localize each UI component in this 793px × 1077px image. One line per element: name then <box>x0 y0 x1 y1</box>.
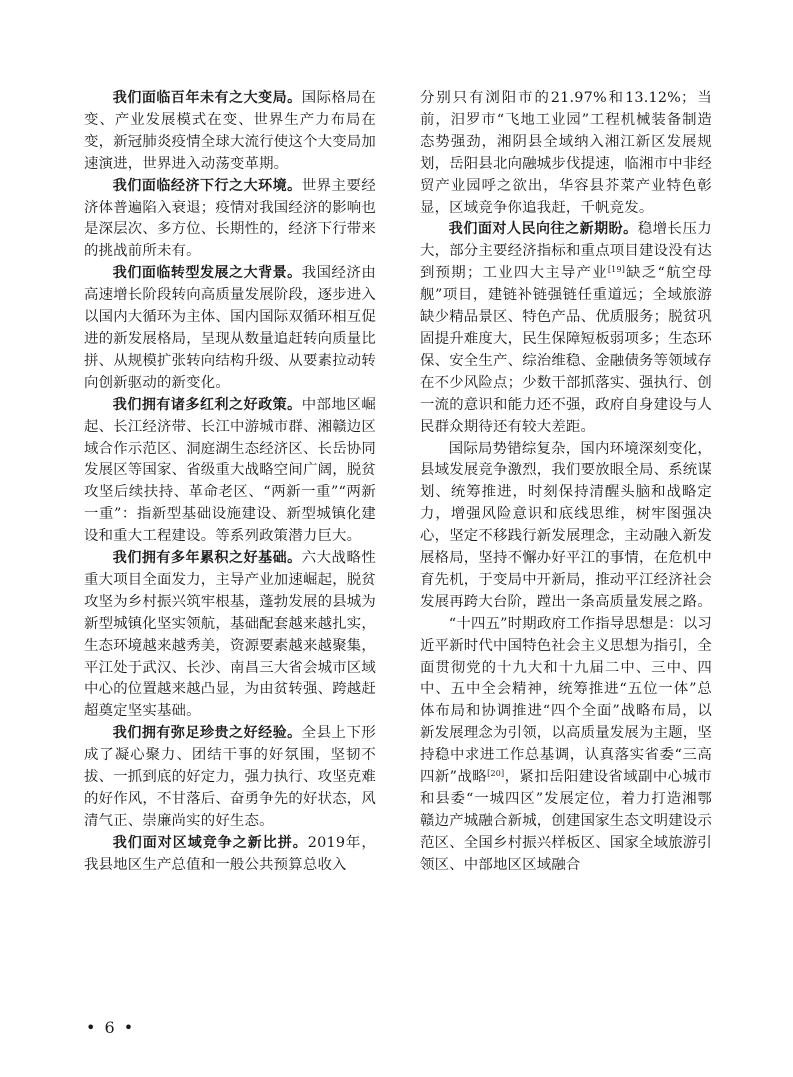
paragraph <box>84 723 376 833</box>
paragraph-body: “十四五”时期政府工作指导思想是：以习近平新时代中国特色社会主义思想为指引，全面贯彻党的十九大和十九届二中、三中、四中、五中全会精神，统筹推进“五位一体”总体布局和协调推进“四个全面”战略布局，以新发展理念为引领，以高质量发展为主题，坚持稳中求进工作总基调，认真落实省委“三高四新”战略 <box>420 615 712 786</box>
paragraph-body: 2019年，我县地区生产总值和一般公共预算总收入 <box>84 834 376 873</box>
paragraph <box>84 88 376 176</box>
paragraph <box>420 219 712 438</box>
paragraph-body: 缺乏“航空母舰”项目，建链补链强链任重道远；全域旅游缺少精品景区、特色产品、优质服务；脱贫巩固提升难度大，民生保障短板弱项多；生态环保、安全生产、综治维稳、金融债务等领域存在不少风险点；少数干部抓落实、强执行、创一流的意识和能力还不强，政府自身建设与人民群众期待还有较大差距。 <box>420 265 712 435</box>
paragraph <box>84 395 376 548</box>
paragraph-heading: 我们拥有诸多红利之好政策。 <box>112 396 302 413</box>
paragraph-body: 国际局势错综复杂，国内环境深刻变化，县域发展竞争激烈，我们要放眼全局、系统谋划、统筹推进，时刻保持清醒头脑和战略定力，增强风险意识和底线思维，树牢图强决心，坚定不移践行新发展理念，主动融入新发展格局，坚持不懈办好平江的事情，在危机中育先机，于变局中开新局，推动平江经济社会发展再跨大台阶，蹚出一条高质量发展之路。 <box>420 440 712 610</box>
paragraph-heading: 我们面对人民向往之新期盼。 <box>448 221 638 238</box>
paragraph-body: 世界主要经济体普遍陷入衰退；疫情对我国经济的影响也是深层次、多方位、长期性的，经济下行带来的挑战前所未有。 <box>84 177 376 260</box>
paragraph-body: 稳增长压力大，部分主要经济指标和重点项目建设没有达到预期；工业四大主导产业 <box>420 221 712 282</box>
right-column <box>420 88 712 877</box>
paragraph <box>84 548 376 723</box>
left-column <box>84 88 376 877</box>
paragraph <box>420 439 712 614</box>
paragraph-body: 国际格局在变、产业发展模式在变、世界生产力布局在变，新冠肺炎疫情全球大流行使这个大变局加速演进，世界进入动荡变革期。 <box>84 90 376 172</box>
reference-marker: [20] <box>487 769 505 779</box>
paragraph-heading: 我们拥有弥足珍贵之好经验。 <box>112 725 302 742</box>
paragraph <box>84 263 376 394</box>
paragraph <box>84 176 376 264</box>
reference-marker: [19] <box>607 265 626 275</box>
paragraph <box>84 833 376 877</box>
paragraph-body: 中部地区崛起、长江经济带、长江中游城市群、湘赣边区域合作示范区、洞庭湖生态经济区、长岳协同发展区等国家、省级重大战略空间广阔，脱贫攻坚后续扶持、革命老区、“两新一重”“两新一重”：指新型基础设施建设、新型城镇化建设和重大工程建设。等系列政策潜力巨大。 <box>84 396 376 545</box>
paragraph-body: 六大战略性重大项目全面发力，主导产业加速崛起，脱贫攻坚为乡村振兴筑牢根基，蓬勃发展的县城为新型城镇化坚实领航，基础配套越来越扎实，生态环境越来越秀美，资源要素越来越聚集，平江处于武汉、长沙、南昌三大省会城市区域中心的位置越来越凸显，为由贫转强、跨越赶超奠定坚实基础。 <box>84 550 376 720</box>
paragraph <box>420 88 712 219</box>
paragraph-body: ，紧扣岳阳建设省域副中心城市和县委“一城四区”发展定位，着力打造湘鄂赣边产城融合新城，创建国家生态文明建设示范区、全国乡村振兴样板区、国家全域旅游引领区、中部地区区域融合 <box>420 769 712 873</box>
paragraph-body: 分别只有浏阳市的21.97%和13.12%；当前，汨罗市“飞地工业园”工程机械装备制造态势强劲，湘阴县全域纳入湘江新区发展规划，岳阳县北向融城步伐提速，临湘市中非经贸产业园呼之欲出，华容县芥菜产业特色彰显，区域竞争你追我赶，千帆竞发。 <box>420 90 712 216</box>
paragraph-heading: 我们拥有多年累积之好基础。 <box>112 550 302 567</box>
paragraph-heading: 我们面对区域竞争之新比拼。 <box>112 834 308 851</box>
paragraph-body: 我国经济由高速增长阶段转向高质量发展阶段，逐步进入以国内大循环为主体、国内国际双循环相互促进的新发展格局，呈现从数量追赶转向质量比拼、从规模扩张转向结构升级、从要素拉动转向创新驱动的新变化。 <box>84 265 376 391</box>
paragraph-heading: 我们面临百年未有之大变局。 <box>112 90 302 106</box>
paragraph <box>420 614 712 877</box>
page-number: • 6 • <box>86 1018 136 1037</box>
paragraph-heading: 我们面临经济下行之大环境。 <box>112 177 302 194</box>
paragraph-body: 全县上下形成了凝心聚力、团结干事的好氛围，坚韧不拔、一抓到底的好定力，强力执行、攻坚克难的好作风，不甘落后、奋勇争先的好状态，风清气正、崇廉尚实的好生态。 <box>84 725 376 829</box>
paragraph-heading: 我们面临转型发展之大背景。 <box>112 265 302 282</box>
